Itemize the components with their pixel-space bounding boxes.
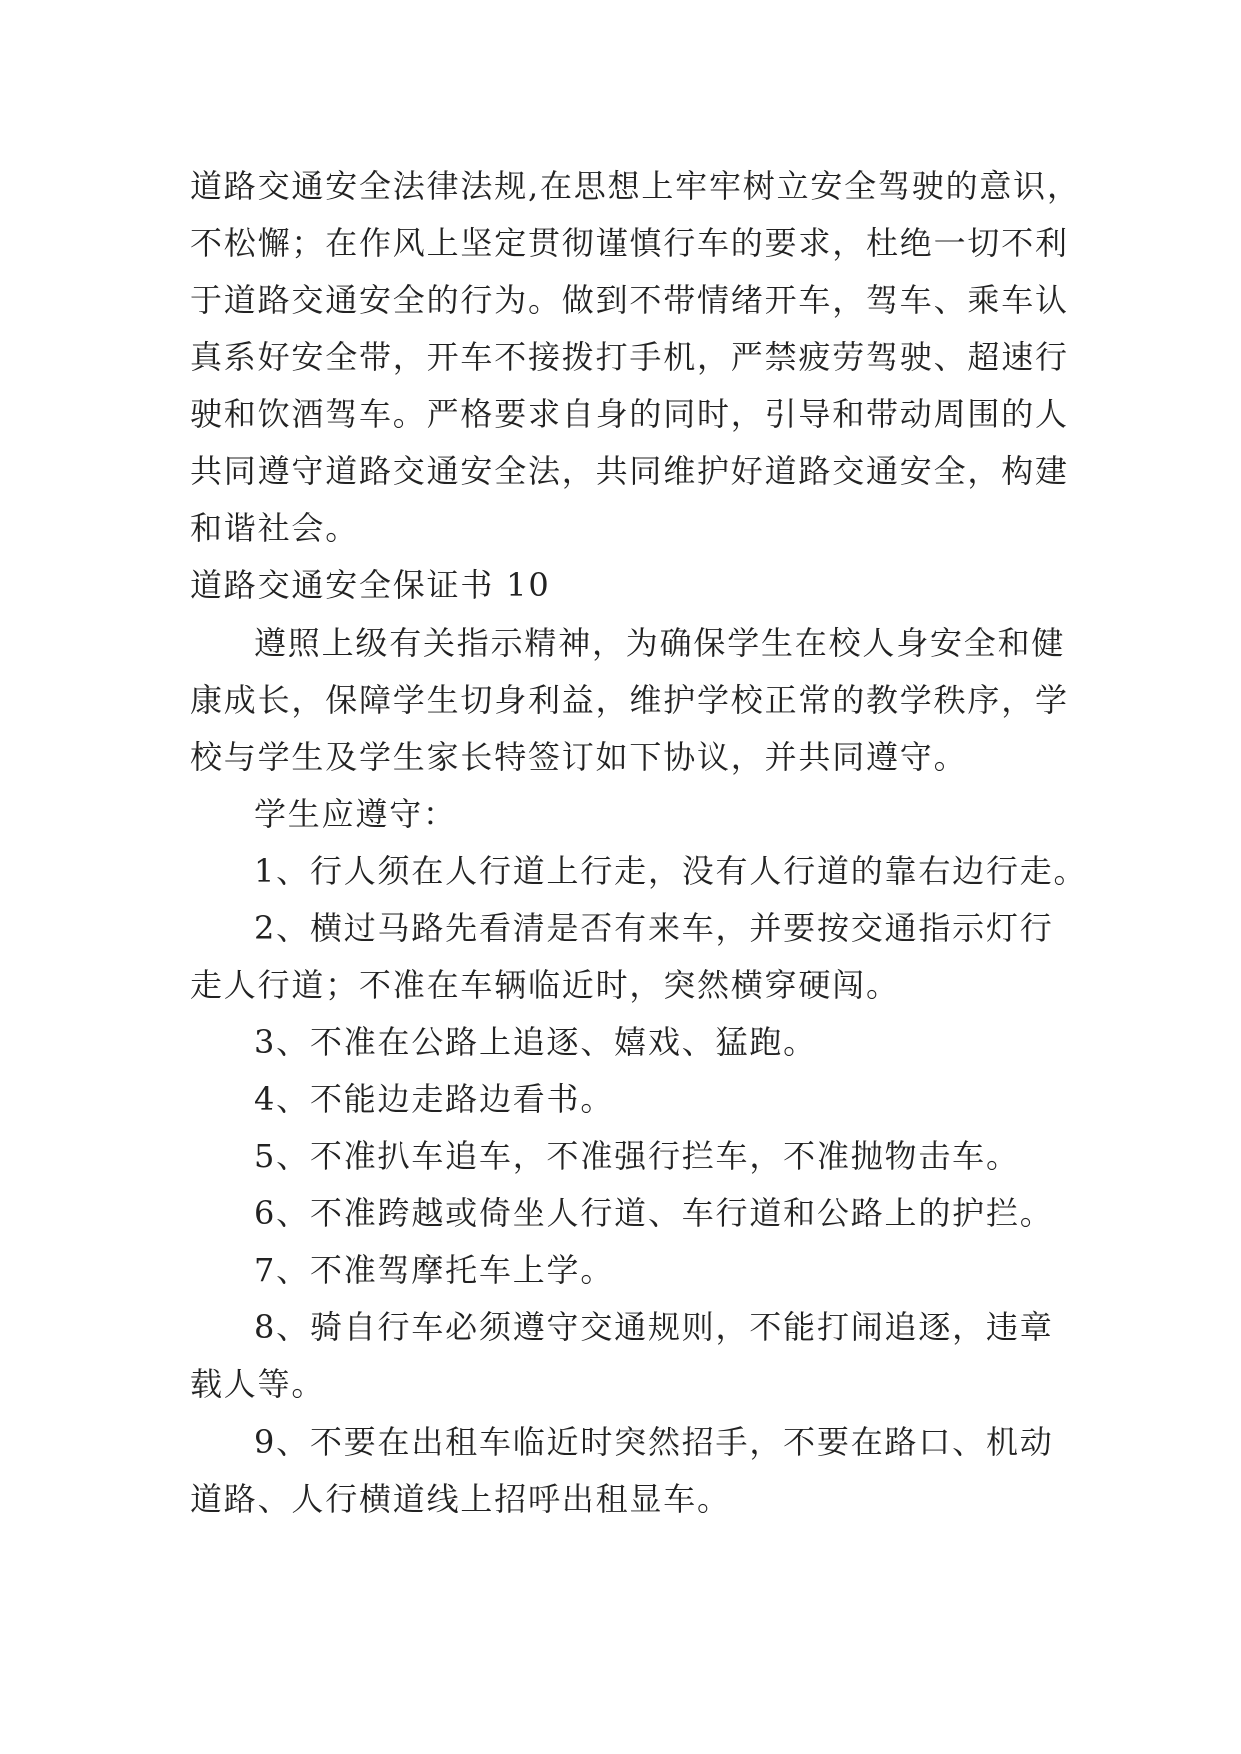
body-text-line: 于道路交通安全的行为。做到不带情绪开车，驾车、乘车认 [190, 281, 1069, 319]
body-text-line: 不松懈；在作风上坚定贯彻谨慎行车的要求，杜绝一切不利 [190, 224, 1069, 262]
rule-item: 5、不准扒车追车，不准强行拦车，不准抛物击车。 [254, 1137, 1020, 1175]
body-text-line: 共同遵守道路交通安全法，共同维护好道路交通安全，构建 [190, 452, 1069, 490]
body-text-line: 真系好安全带，开车不接拨打手机，严禁疲劳驾驶、超速行 [190, 338, 1069, 376]
rule-item: 2、横过马路先看清是否有来车，并要按交通指示灯行 [254, 909, 1054, 947]
rule-item-continuation: 走人行道；不准在车辆临近时，突然横穿硬闯。 [190, 966, 900, 1004]
rule-item: 8、骑自行车必须遵守交通规则，不能打闹追逐，违章 [254, 1308, 1054, 1346]
rule-item: 9、不要在出租车临近时突然招手，不要在路口、机动 [254, 1423, 1054, 1461]
intro-paragraph-line: 校与学生及学生家长特签订如下协议，并共同遵守。 [190, 738, 968, 776]
rule-item: 6、不准跨越或倚坐人行道、车行道和公路上的护拦。 [254, 1194, 1054, 1232]
rule-item: 3、不准在公路上追逐、嬉戏、猛跑。 [254, 1023, 817, 1061]
body-text-line: 驶和饮酒驾车。严格要求自身的同时，引导和带动周围的人 [190, 395, 1069, 433]
body-text-line: 和谐社会。 [190, 509, 360, 547]
body-text-line: 道路交通安全法律法规,在思想上牢牢树立安全驾驶的意识， [190, 167, 1081, 205]
rule-item: 7、不准驾摩托车上学。 [254, 1251, 615, 1289]
section-title: 道路交通安全保证书 10 [190, 566, 551, 604]
rules-heading: 学生应遵守： [254, 795, 457, 833]
intro-paragraph-line: 康成长，保障学生切身利益，维护学校正常的教学秩序，学 [190, 681, 1069, 719]
rule-item-continuation: 载人等。 [190, 1365, 326, 1403]
rule-item: 1、行人须在人行道上行走，没有人行道的靠右边行走。 [254, 852, 1088, 890]
rule-item-continuation: 道路、人行横道线上招呼出租显车。 [190, 1480, 731, 1518]
intro-paragraph-line: 遵照上级有关指示精神，为确保学生在校人身安全和健 [254, 624, 1066, 662]
rule-item: 4、不能边走路边看书。 [254, 1080, 615, 1118]
